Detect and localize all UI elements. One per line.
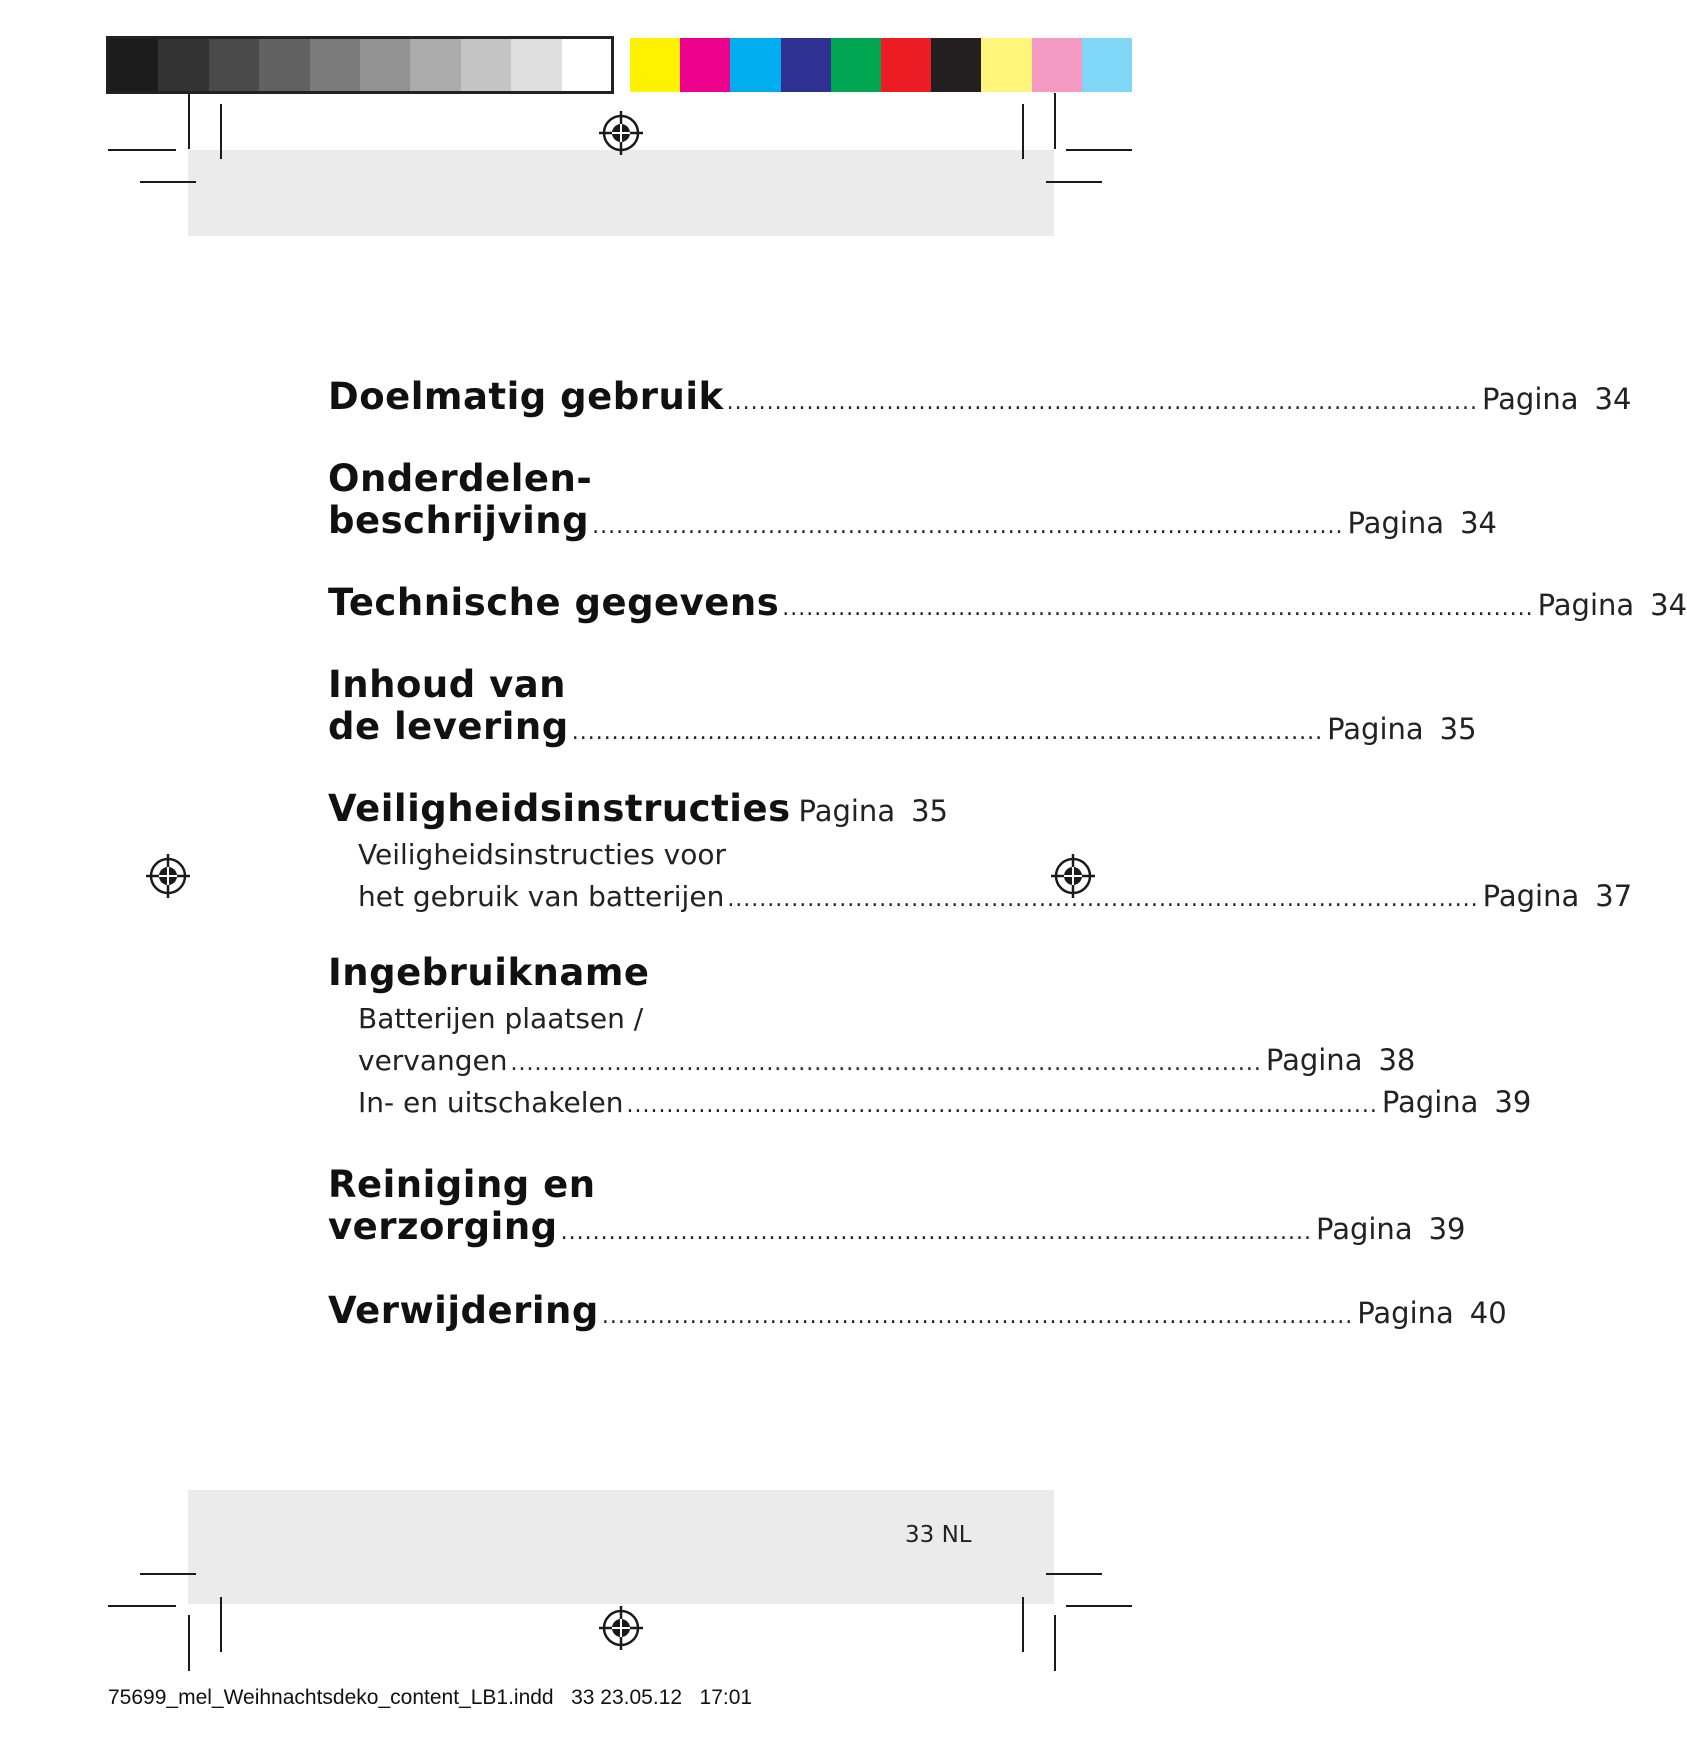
toc-entry-title: Verwijdering: [328, 1289, 599, 1332]
color-swatch: [680, 38, 731, 92]
toc-entry-title: beschrijving: [328, 499, 590, 542]
toc-subentry-page: Pagina 39: [1381, 1085, 1532, 1119]
toc-entry-page: Pagina 34: [1481, 382, 1632, 416]
leader-dots: ..............................................................................................: [782, 596, 1534, 621]
leader-dots: ..............................................................................................: [592, 514, 1344, 539]
toc-entry-title: Technische gegevens: [328, 581, 780, 624]
toc-entry-page: Pagina 34: [1347, 506, 1497, 540]
toc-entry-title: Ingebruikname: [328, 951, 650, 994]
header-band: [188, 150, 1054, 236]
toc-subentry-title: Veiligheidsinstructies voor: [358, 838, 726, 871]
toc-subentry-title: vervangen: [358, 1044, 508, 1077]
color-swatch: [881, 38, 932, 92]
toc-entry-ingebruikname[interactable]: [328, 952, 948, 994]
toc-entry-title: Inhoud van: [328, 663, 567, 706]
registration-mark-icon: [598, 1605, 644, 1651]
toc-entry-veiligheidsinstructies[interactable]: [328, 788, 948, 830]
strip-border: [106, 36, 614, 94]
leader-dots: ..............................................................................................: [571, 720, 1324, 745]
toc-subentry-page: Pagina 37: [1482, 879, 1633, 913]
toc-entry-inhoud-van-de-levering[interactable]: [328, 663, 1477, 748]
toc-entry-page: Pagina 39: [1316, 1212, 1466, 1246]
color-swatch: [831, 38, 882, 92]
color-swatch: [730, 38, 781, 92]
toc-entry-onderdelenbeschrijving[interactable]: [328, 457, 1497, 542]
toc-entry-page: Pagina 35: [798, 794, 948, 828]
registration-mark-icon: [145, 853, 191, 899]
toc-entry-reiniging-en-verzorging[interactable]: [328, 1163, 1466, 1248]
toc-entry-title: Reiniging en: [328, 1163, 596, 1206]
color-swatch: [931, 38, 982, 92]
registration-mark-icon: [598, 110, 644, 156]
toc-entry-title: Doelmatig gebruik: [328, 375, 724, 418]
color-swatch: [1032, 38, 1083, 92]
toc-subentry-title: Batterijen plaatsen /: [358, 1002, 644, 1035]
color-swatch: [781, 38, 832, 92]
toc-entry-title: verzorging: [328, 1205, 558, 1248]
leader-dots: ..............................................................................................: [560, 1220, 1313, 1245]
toc-entry-page: Pagina 40: [1357, 1296, 1507, 1330]
leader-dots: ..............................................................................................: [726, 390, 1478, 415]
color-swatch: [981, 38, 1032, 92]
leader-dots: ..............................................................................................: [601, 1304, 1354, 1329]
toc-entry-verwijdering[interactable]: [328, 1289, 1507, 1332]
toc-entry-page: Pagina 34: [1537, 588, 1687, 622]
leader-dots: ..............................................................................................: [626, 1093, 1378, 1118]
toc-entry-page: Pagina 35: [1327, 712, 1477, 746]
leader-dots: [794, 802, 795, 827]
toc-subentry-title: In- en uitschakelen: [358, 1086, 624, 1119]
page-number: 33 NL: [905, 1522, 972, 1548]
toc-entry-title: Onderdelen-: [328, 457, 593, 500]
toc-subentry-title: het gebruik van batterijen: [358, 880, 725, 913]
leader-dots: ..............................................................................................: [510, 1051, 1262, 1076]
toc-entry-doelmatig-gebruik[interactable]: [328, 375, 1632, 418]
color-swatch: [1082, 38, 1133, 92]
color-swatch: [630, 38, 681, 92]
toc-entry-technische-gegevens[interactable]: [328, 581, 1687, 624]
leader-dots: ..............................................................................................: [727, 887, 1479, 912]
toc-subentry-page: Pagina 38: [1265, 1043, 1416, 1077]
print-slug: 75699_mel_Weihnachtsdeko_content_LB1.indd 33 23.05.12 17:01: [108, 1686, 753, 1709]
toc-entry-title: Veiligheidsinstructies: [328, 787, 791, 830]
toc-entry-title: de levering: [328, 705, 569, 748]
